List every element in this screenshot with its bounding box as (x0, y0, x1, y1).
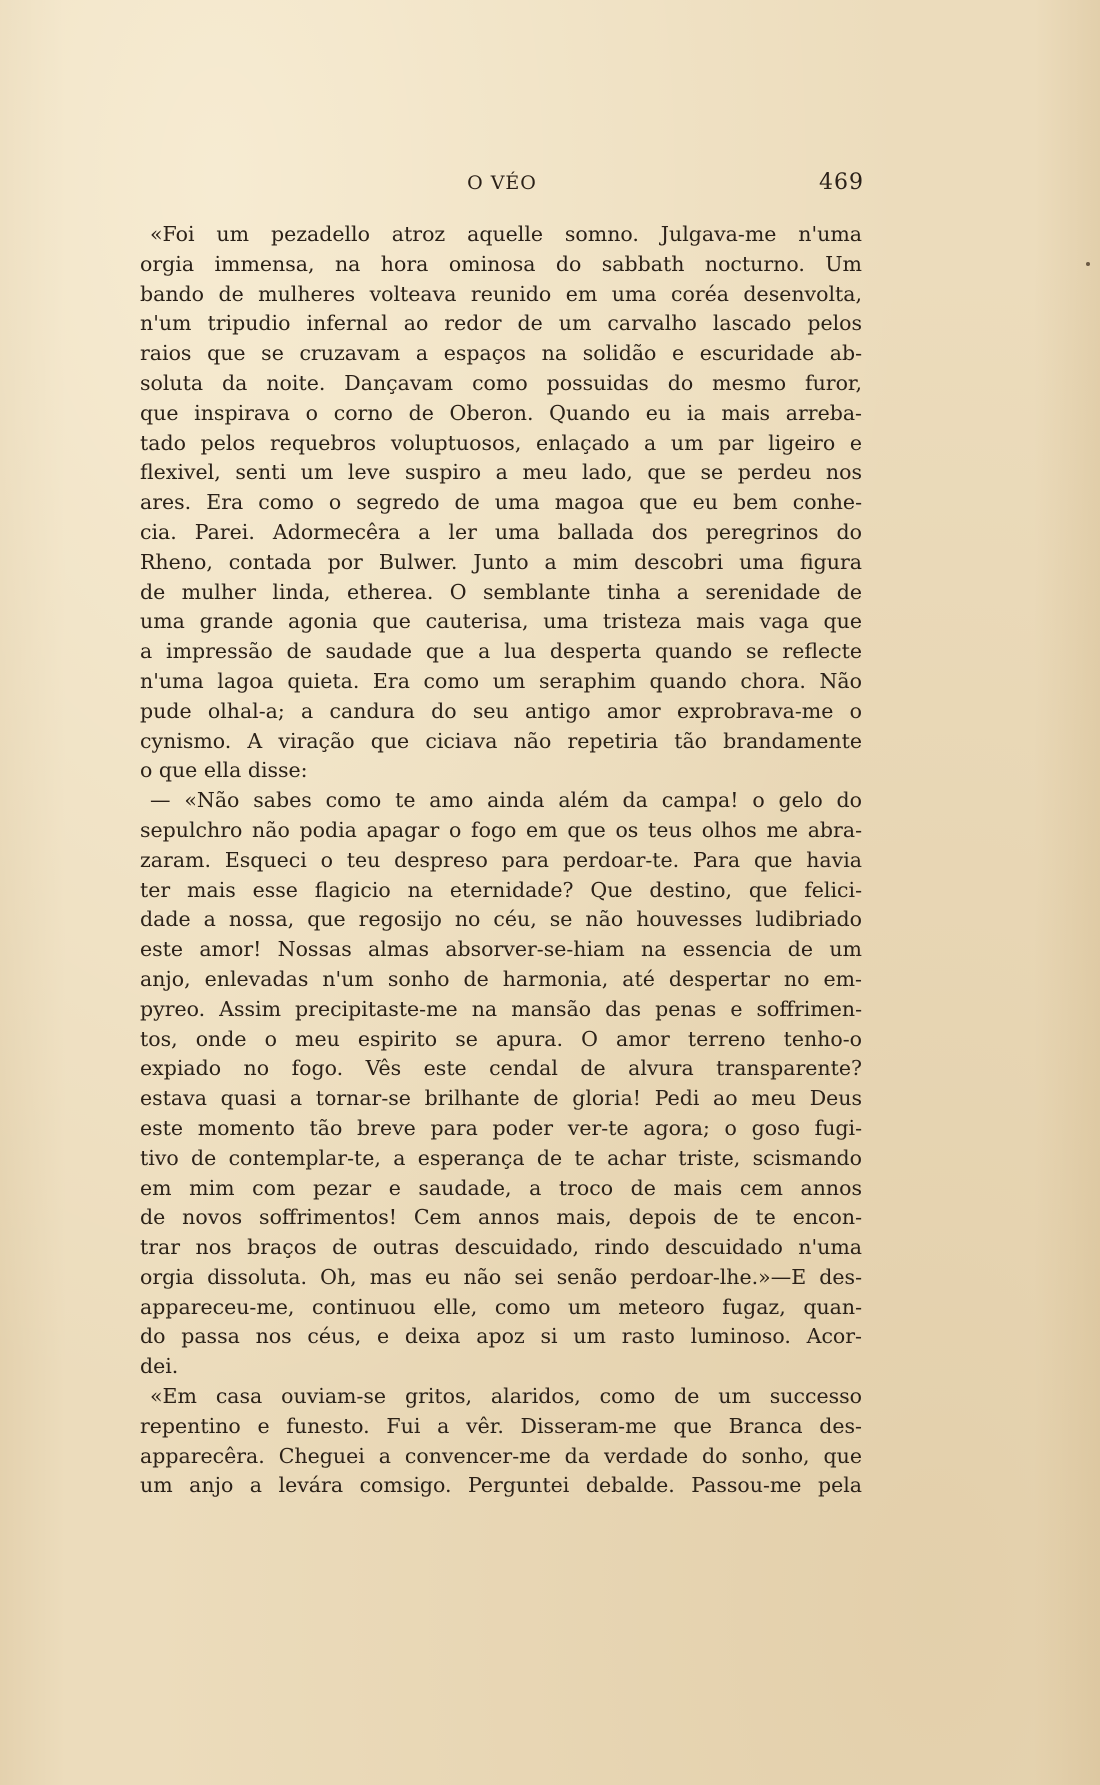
text-line: anjo, enlevadas n'um sonho de harmonia, até despertar no em- (140, 966, 862, 991)
text-line: ter mais esse flagicio na eternidade? Que destino, que felici- (140, 877, 862, 902)
text-line: ares. Era como o segredo de uma magoa que eu bem conhe- (140, 490, 862, 515)
text-line: de novos soffrimentos! Cem annos mais, depois de te encon- (140, 1205, 862, 1230)
text-line: de mulher linda, etherea. O semblante tinha a serenidade de (140, 579, 862, 604)
text-line: uma grande agonia que cauterisa, uma tristeza mais vaga que (140, 609, 862, 634)
text-line: «Foi um pezadello atroz aquelle somno. Julgava-me n'uma (150, 222, 862, 246)
text-line: sepulchro não podia apagar o fogo em que os teus olhos me abra- (140, 817, 862, 842)
text-line: dade a nossa, que regosijo no céu, se não houvesses ludibriado (140, 907, 862, 932)
text-line: bando de mulheres volteava reunido em uma coréa desenvolta, (140, 281, 862, 306)
text-line: dei. (140, 1354, 179, 1379)
running-title: O VÉO (467, 172, 537, 194)
body-text (140, 220, 862, 1501)
text-line: apparecêra. Cheguei a convencer-me da verdade do sonho, que (140, 1443, 862, 1468)
text-line: «Em casa ouviam-se gritos, alaridos, como de um successo (150, 1384, 862, 1409)
page-number: 469 (819, 170, 864, 195)
text-line: tos, onde o meu espirito se apura. O amor terreno tenho-o (140, 1026, 862, 1051)
text-line: que inspirava o corno de Oberon. Quando eu ia mais arreba- (140, 400, 862, 425)
text-line: cia. Parei. Adormecêra a ler uma ballada dos peregrinos do (140, 519, 862, 544)
text-line: em mim com pezar e saudade, a troco de mais cem annos (140, 1175, 862, 1200)
text-line: — «Não sabes como te amo ainda além da campa! o gelo do (150, 788, 862, 813)
text-line: repentino e funesto. Fui a vêr. Disseram-me que Branca des- (140, 1413, 862, 1438)
text-line: este amor! Nossas almas absorver-se-hiam na essencia de um (140, 937, 862, 962)
text-line: soluta da noite. Dançavam como possuidas do mesmo furor, (140, 370, 862, 395)
paper-speck (1086, 262, 1090, 266)
text-line: raios que se cruzavam a espaços na solidão e escuridade ab- (140, 341, 862, 366)
text-line: o que ella disse: (140, 758, 308, 783)
text-line: zaram. Esqueci o teu despreso para perdoar-te. Para que havia (140, 847, 862, 872)
text-line: trar nos braços de outras descuidado, rindo descuidado n'uma (140, 1235, 862, 1260)
text-line: pude olhal-a; a candura do seu antigo amor exprobrava-me o (140, 698, 862, 723)
text-line: tado pelos requebros voluptuosos, enlaçado a um par ligeiro e (140, 430, 862, 455)
text-line: expiado no fogo. Vês este cendal de alvura transparente? (140, 1056, 862, 1081)
running-head (140, 172, 864, 202)
text-line: este momento tão breve para poder ver-te agora; o goso fugi- (140, 1115, 862, 1140)
text-line: n'uma lagoa quieta. Era como um seraphim quando chora. Não (140, 668, 862, 693)
text-line: flexivel, senti um leve suspiro a meu lado, que se perdeu nos (140, 460, 862, 485)
text-line: Rheno, contada por Bulwer. Junto a mim descobri uma figura (140, 549, 862, 574)
text-line: appareceu-me, continuou elle, como um meteoro fugaz, quan- (140, 1294, 862, 1319)
text-line: estava quasi a tornar-se brilhante de gloria! Pedi ao meu Deus (140, 1086, 862, 1111)
text-line: cynismo. A viração que ciciava não repetiria tão brandamente (140, 728, 862, 753)
text-line: do passa nos céus, e deixa apoz si um rasto luminoso. Acor- (140, 1324, 862, 1349)
text-line: a impressão de saudade que a lua desperta quando se reflecte (140, 639, 862, 664)
text-line: n'um tripudio infernal ao redor de um carvalho lascado pelos (140, 311, 862, 336)
text-line: tivo de contemplar-te, a esperança de te achar triste, scismando (140, 1145, 862, 1170)
text-line: orgia immensa, na hora ominosa do sabbath nocturno. Um (140, 251, 862, 276)
text-line: orgia dissoluta. Oh, mas eu não sei senão perdoar-lhe.»—E des- (140, 1264, 862, 1289)
text-line: pyreo. Assim precipitaste-me na mansão das penas e soffrimen- (140, 996, 862, 1021)
text-line: um anjo a levára comsigo. Perguntei debalde. Passou-me pela (140, 1473, 862, 1498)
